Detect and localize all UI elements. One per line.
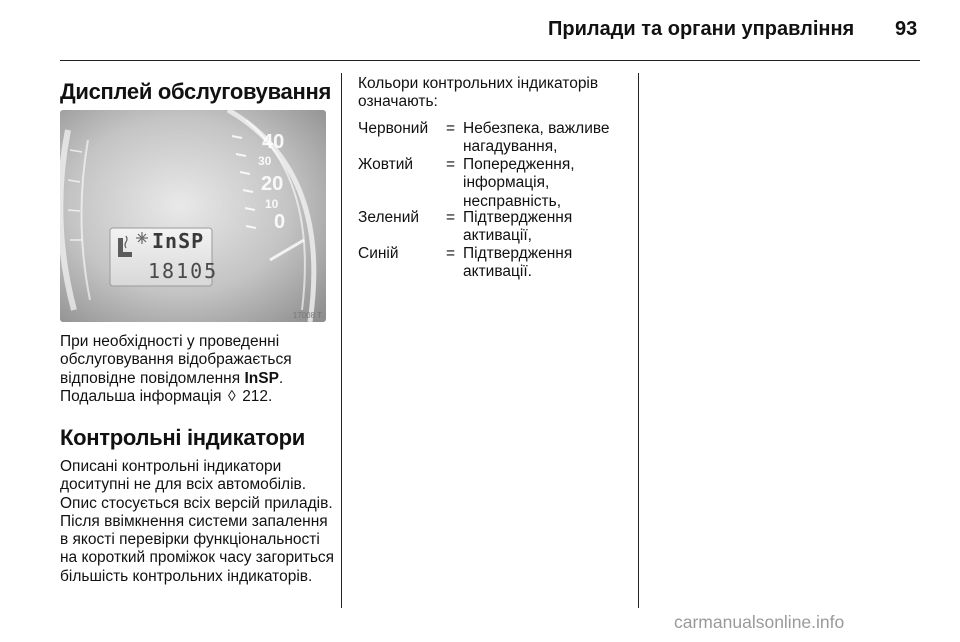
equals-sign: = (446, 156, 456, 173)
odometer-reading: 18105 (148, 259, 219, 283)
header-title: Прилади та органи управління (548, 18, 855, 40)
speed-tick-label: 20 (261, 173, 284, 195)
insp-code: InSP (244, 369, 279, 387)
column-divider-1 (341, 73, 342, 608)
watermark: carmanualsonline.info (674, 612, 845, 632)
color-meaning: Підтвердження активації. (463, 245, 573, 281)
service-text-end: . (278, 369, 284, 387)
header-divider (60, 60, 920, 61)
color-meaning-intro: Кольори контрольних індикаторів означають: (358, 75, 599, 111)
section-title-service-display: Дисплей обслуговування (60, 79, 331, 104)
page-number: 93 (895, 18, 918, 40)
color-meaning: Підтвердження активації, (463, 209, 573, 245)
reference-prefix: Подальша інформація (60, 387, 222, 405)
service-text: При необхідності у проведенні обслуговування відображається відповідне повідомлення (60, 333, 292, 387)
color-name: Жовтий (358, 156, 414, 173)
service-display-paragraph (60, 333, 335, 406)
speed-tick-label: 0 (274, 211, 286, 233)
section-title-warning-lights: Контрольні індикатори (60, 425, 305, 450)
equals-sign: = (446, 120, 456, 137)
color-meaning: Попередження, інформація, несправність, (463, 156, 575, 210)
page-reference-icon: ◊ (228, 387, 236, 405)
color-meaning: Небезпека, важливе нагадування, (463, 120, 610, 156)
equals-sign: = (446, 209, 456, 226)
instrument-cluster-figure (60, 110, 326, 322)
page-reference[interactable]: 212. (242, 387, 273, 405)
speed-tick-label: 30 (258, 154, 272, 168)
color-name: Синій (358, 245, 399, 262)
figure-code: 17008 T (292, 311, 322, 320)
color-name: Зелений (358, 209, 420, 226)
warning-lights-paragraph: Описані контрольні індикатори доситупні не для всіх автомобілів. Опис стосується всіх версій приладів. Після ввімкнення системи запалення в якості перевірки функціональності на короткий проміжок часу загориться більшість контрольних індикаторів. (60, 458, 335, 585)
service-message: InSP (152, 229, 205, 253)
speed-tick-label: 40 (262, 131, 285, 153)
speed-tick-label: 10 (265, 197, 279, 211)
color-name: Червоний (358, 120, 429, 137)
instrument-cluster-illustration (60, 110, 326, 322)
column-divider-2 (638, 73, 639, 608)
equals-sign: = (446, 245, 456, 262)
